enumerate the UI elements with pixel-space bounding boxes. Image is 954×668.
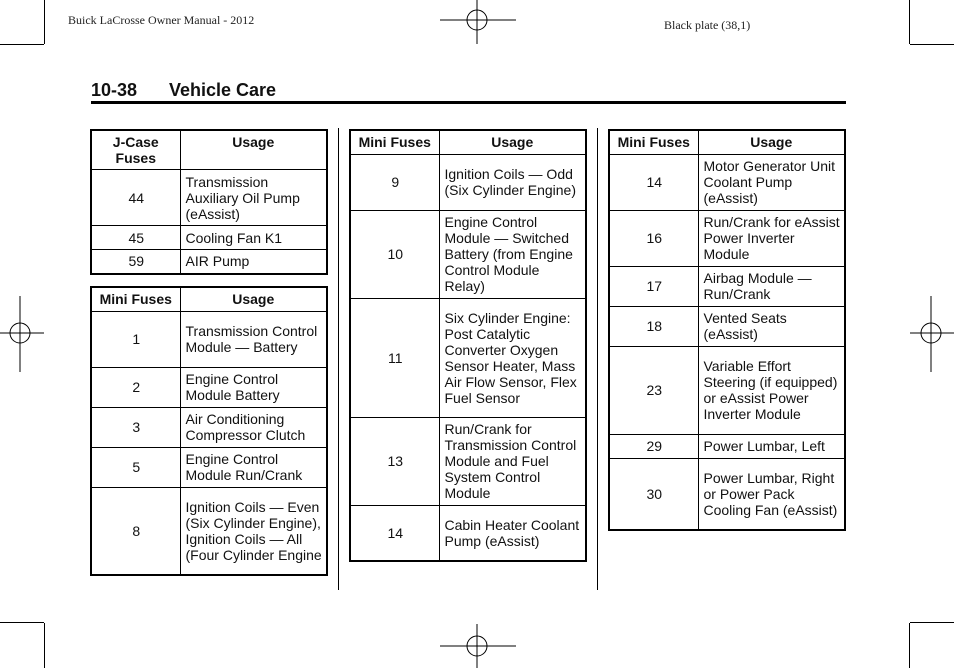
- fuse-number: 11: [350, 298, 439, 417]
- table-row: [91, 367, 327, 407]
- fuse-usage: Motor Generator Unit Coolant Pump (eAssist): [698, 154, 845, 210]
- fuse-number: 2: [91, 367, 180, 407]
- registration-mark-bottom: [440, 624, 516, 668]
- table-row: [609, 346, 845, 434]
- column-header-usage: Usage: [180, 287, 327, 311]
- column-header-usage: Usage: [698, 130, 845, 154]
- column-header-fuse: Mini Fuses: [91, 287, 180, 311]
- registration-mark-right: [910, 296, 954, 372]
- fuse-number: 14: [350, 505, 439, 561]
- table-row: [609, 434, 845, 458]
- fuse-number: 10: [350, 210, 439, 298]
- fuse-number: 29: [609, 434, 698, 458]
- crop-mark: [909, 623, 910, 668]
- fuse-number: 13: [350, 417, 439, 505]
- fuse-number: 18: [609, 306, 698, 346]
- column-divider: [338, 128, 339, 590]
- column-header-usage: Usage: [180, 130, 327, 170]
- fuse-number: 45: [91, 226, 180, 250]
- fuse-usage: Engine Control Module Run/Crank: [180, 447, 327, 487]
- table-row: [609, 266, 845, 306]
- page-heading: [91, 80, 276, 101]
- fuse-usage: Run/Crank for Transmission Control Module and Fuel System Control Module: [439, 417, 586, 505]
- crop-mark: [0, 44, 44, 45]
- table-row: [609, 210, 845, 266]
- fuse-usage: Transmission Auxiliary Oil Pump (eAssist): [180, 170, 327, 226]
- fuse-usage: Run/Crank for eAssist Power Inverter Module: [698, 210, 845, 266]
- mini-fuse-table-2: [349, 129, 587, 562]
- fuse-usage: Cooling Fan K1: [180, 226, 327, 250]
- table-header-row: [350, 130, 586, 154]
- table-row: [91, 226, 327, 250]
- fuse-usage: Ignition Coils — Even (Six Cylinder Engine), Ignition Coils — All (Four Cylinder Engine: [180, 487, 327, 575]
- fuse-usage: Ignition Coils — Odd (Six Cylinder Engine): [439, 154, 586, 210]
- crop-mark: [44, 0, 45, 44]
- fuse-number: 30: [609, 458, 698, 530]
- registration-mark-top: [440, 0, 516, 44]
- column-header-fuse: Mini Fuses: [609, 130, 698, 154]
- table-row: [609, 306, 845, 346]
- crop-mark: [910, 622, 954, 623]
- fuse-number: 8: [91, 487, 180, 575]
- fuse-number: 44: [91, 170, 180, 226]
- table-row: [91, 447, 327, 487]
- table-header-row: [91, 287, 327, 311]
- plate-label: Black plate (38,1): [664, 18, 751, 32]
- table-row: [350, 210, 586, 298]
- table-header-row: [91, 130, 327, 170]
- fuse-usage: Air Conditioning Compressor Clutch: [180, 407, 327, 447]
- table-row: [91, 170, 327, 226]
- fuse-usage: Variable Effort Steering (if equipped) or eAssist Power Inverter Module: [698, 346, 845, 434]
- table-row: [350, 417, 586, 505]
- mini-fuse-table-1: [90, 286, 328, 576]
- crop-mark: [909, 0, 910, 44]
- table-row: [91, 250, 327, 274]
- jcase-fuse-table: [90, 129, 328, 275]
- page-number: 10-38: [91, 80, 138, 100]
- fuse-number: 17: [609, 266, 698, 306]
- column-divider: [597, 128, 598, 590]
- fuse-number: 14: [609, 154, 698, 210]
- table-row: [350, 505, 586, 561]
- crop-mark: [910, 44, 954, 45]
- fuse-number: 16: [609, 210, 698, 266]
- heading-rule: [91, 101, 846, 104]
- fuse-usage: Cabin Heater Coolant Pump (eAssist): [439, 505, 586, 561]
- fuse-number: 59: [91, 250, 180, 274]
- fuse-usage: Power Lumbar, Left: [698, 434, 845, 458]
- table-row: [609, 154, 845, 210]
- fuse-number: 9: [350, 154, 439, 210]
- table-row: [350, 154, 586, 210]
- table-row: [91, 407, 327, 447]
- fuse-usage: AIR Pump: [180, 250, 327, 274]
- fuse-number: 1: [91, 311, 180, 367]
- fuse-usage: Engine Control Module Battery: [180, 367, 327, 407]
- fuse-usage: Vented Seats (eAssist): [698, 306, 845, 346]
- column-header-fuse: Mini Fuses: [350, 130, 439, 154]
- table-header-row: [609, 130, 845, 154]
- manual-title: Buick LaCrosse Owner Manual - 2012: [68, 13, 255, 27]
- fuse-number: 3: [91, 407, 180, 447]
- table-row: [91, 487, 327, 575]
- table-row: [350, 298, 586, 417]
- table-row: [609, 458, 845, 530]
- fuse-usage: Power Lumbar, Right or Power Pack Cooling Fan (eAssist): [698, 458, 845, 530]
- fuse-usage: Airbag Module — Run/Crank: [698, 266, 845, 306]
- fuse-usage: Engine Control Module — Switched Battery (from Engine Control Module Relay): [439, 210, 586, 298]
- crop-mark: [44, 623, 45, 668]
- registration-mark-left: [0, 296, 44, 372]
- fuse-number: 23: [609, 346, 698, 434]
- fuse-usage: Transmission Control Module — Battery: [180, 311, 327, 367]
- column-header-fuse: J-Case Fuses: [91, 130, 180, 170]
- section-title: Vehicle Care: [169, 80, 277, 100]
- column-header-usage: Usage: [439, 130, 586, 154]
- table-row: [91, 311, 327, 367]
- crop-mark: [0, 622, 44, 623]
- fuse-number: 5: [91, 447, 180, 487]
- fuse-usage: Six Cylinder Engine: Post Catalytic Converter Oxygen Sensor Heater, Mass Air Flow Sensor, Flex Fuel Sensor: [439, 298, 586, 417]
- mini-fuse-table-3: [608, 129, 846, 531]
